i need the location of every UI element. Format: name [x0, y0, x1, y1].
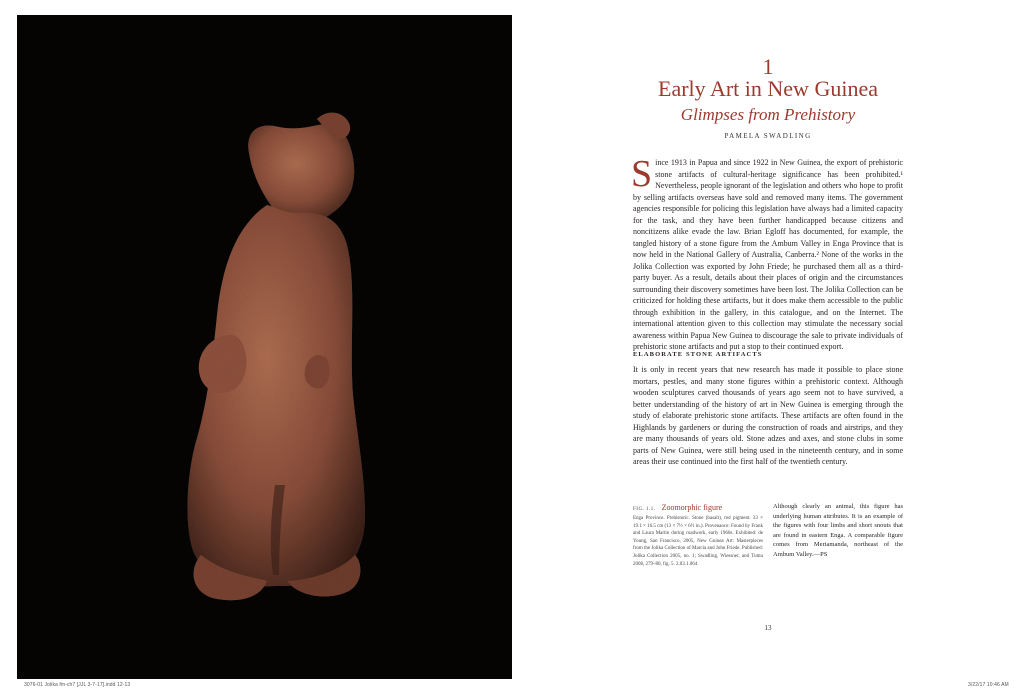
chapter-number: 1: [762, 54, 774, 79]
print-slug-left: 3076-01 Jolika fm-ch7 [JJL 3-7-17].indd 12-13: [24, 682, 131, 688]
drop-cap: S: [631, 153, 653, 195]
figure-caption: [633, 503, 763, 568]
author-name: PAMELA SWADLING: [724, 132, 812, 140]
caption-details: Enga Province. Prehistoric. Stone (basalt), red pigment. 33 × 19.1 × 16.5 cm (13 × 7½ × 6½ in.). Provenance: Found by Frank and Laura Martin during roadwork, early 1960s. Exhibited: de Young, San Francisco, 2005, New Guinea Art: Masterpieces from the Jolika Collection of Marcia and John Friede. Published: Jolika Collection 2005, no. 1; Swadling, Wiessner, and Tumu 2008, 279–80, fig. 5. 2.03.1.064: [633, 516, 763, 567]
body-paragraph-1: [631, 153, 903, 353]
caption-heading: [633, 503, 763, 514]
chapter-subtitle: Glimpses from Prehistory: [680, 105, 856, 124]
section-heading: ELABORATE STONE ARTIFACTS: [633, 351, 763, 358]
print-slug-right: 3/22/17 10:46 AM: [968, 682, 1009, 688]
figure-photograph: [17, 15, 512, 679]
body-paragraph-2: It is only in recent years that new research has made it possible to place stone mortars, pestles, and many stone figures within a prehistoric context. Although wooden sculptures carved thousands of years ago seem not to have survived, a better understanding of the history of art in New Guinea is emerging through the study of elaborate prehistoric stone artifacts. These artifacts are often found in the Highlands by gardeners or during the construction of roads and airstrips, and they are many thousands of years old. Stone adzes and axes, and stone clubs in some parts of New Guinea, were still being used in the nineteenth century, and in some areas their use continued into the first half of the twentieth century.: [633, 365, 903, 466]
chapter-title: Early Art in New Guinea: [658, 76, 878, 101]
figure-number: FIG. 1.1.: [633, 507, 656, 512]
zoomorphic-figure-image: [17, 15, 512, 679]
page-number: 13: [764, 624, 772, 632]
figure-title: Zoomorphic figure: [661, 503, 723, 512]
caption-commentary: Although clearly an animal, this figure has underlying human attributes. It is an example of the figures with four limbs and short snouts that are found in eastern Enga. A comparable figure comes from Meriamanda, northeast of the Ambum Valley.—PS: [773, 503, 903, 558]
paragraph-1-text: ince 1913 in Papua and since 1922 in New Guinea, the export of prehistoric stone artifacts of cultural-heritage significance has been prohibited.¹ Nevertheless, people ignorant of the legislation and others who hope to profit by selling artifacts overseas have sold and removed many items. The government agencies responsible for policing this legislation have always had a limited capacity for the task, and they have been further handicapped because citizens and noncitizens alike evade the law. Brian Egloff has documented, for example, the tangled history of a stone figure from the Ambum Valley in Enga Province that is now held in the National Gallery of Australia, Canberra.² None of the works in the Jolika Collection was exported by John Friede; he purchased them all as a third-party buyer. As a result, details about their places of origin and the circumstances surrounding their discovery sometimes have been lost. The Jolika Collection can be criticized for holding these artifacts, but it does make them accessible to the public through exhibition in the gallery, in this catalogue, and on the Internet. The international attention given to this collection may stimulate the necessary social awareness within Papua New Guinea to discourage the sale to private individuals of prehistoric stone artifacts and put a stop to their continued export.: [633, 158, 903, 351]
